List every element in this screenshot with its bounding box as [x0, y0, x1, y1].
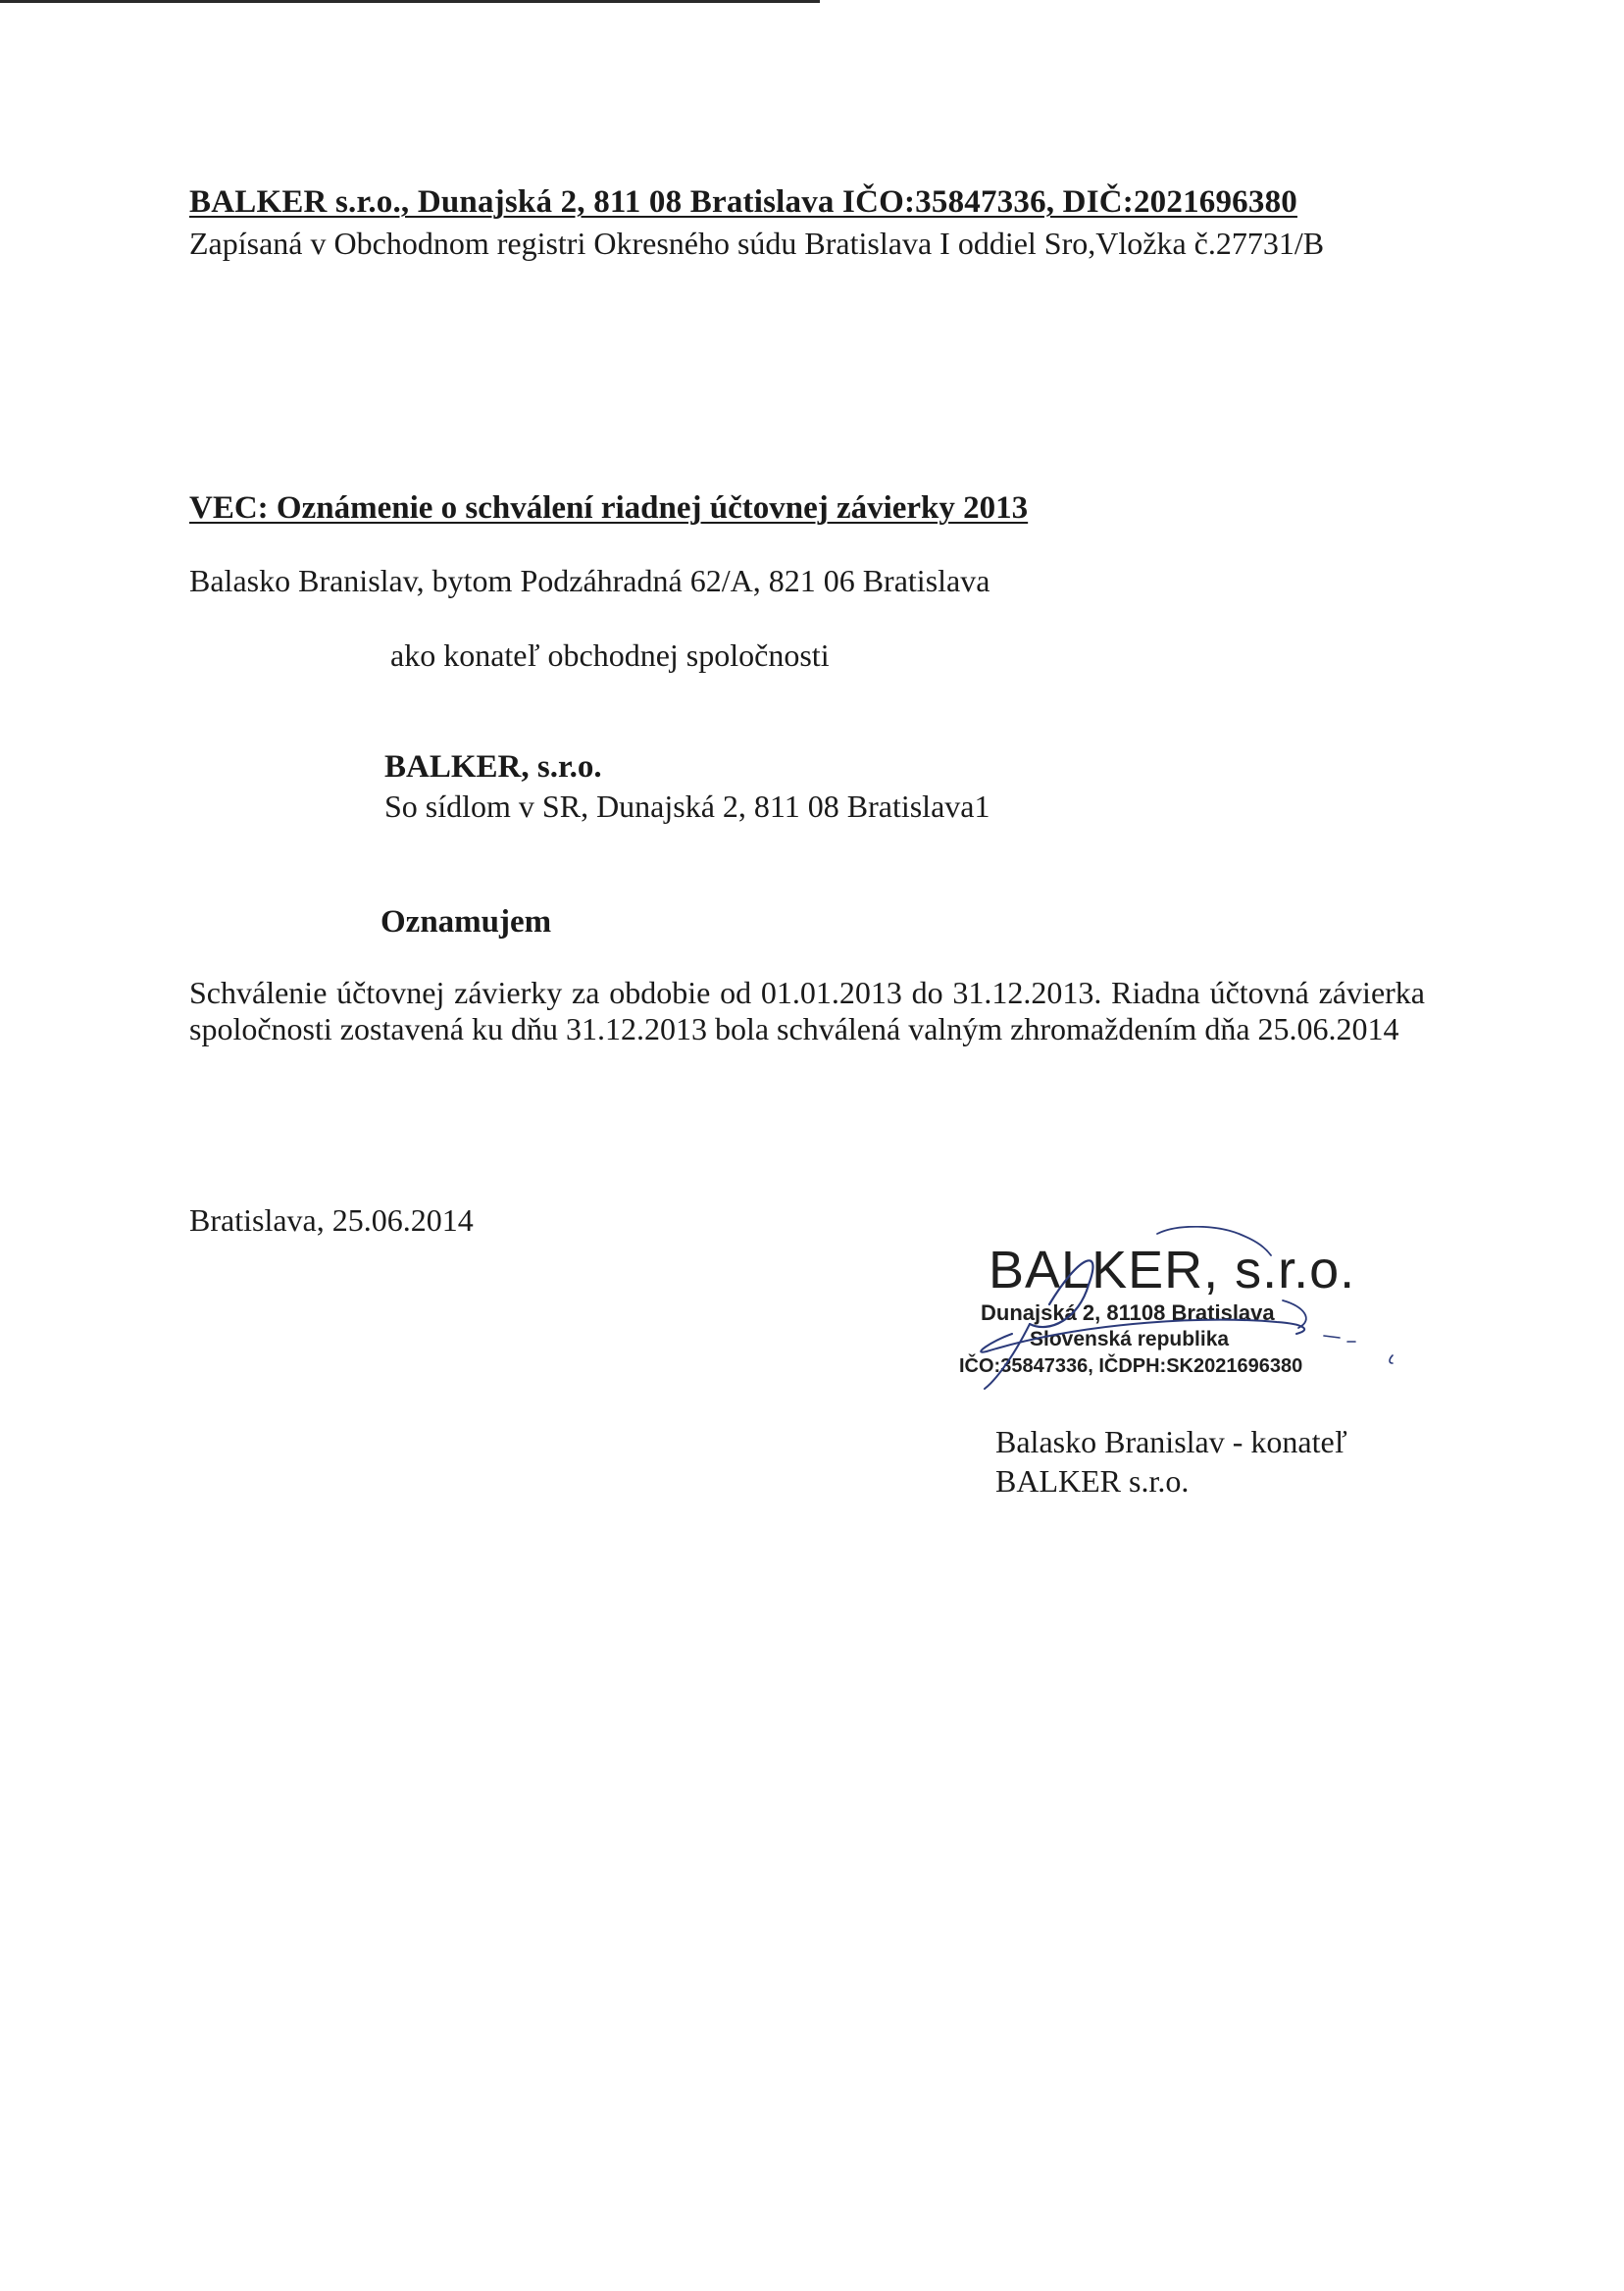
- stamp-country: Slovenská republika: [1030, 1328, 1230, 1350]
- subject-line: VEC: Oznámenie o schválení riadnej účtovnej závierky 2013: [189, 490, 1029, 526]
- company-address: So sídlom v SR, Dunajská 2, 811 08 Bratislava1: [384, 789, 990, 824]
- body-paragraph: Schválenie účtovnej závierky za obdobie od 01.01.2013 do 31.12.2013. Riadna účtovná závierka spoločnosti zostavená ku dňu 31.12.2013 bola schválená valným zhromaždením dňa 25.06.2014: [189, 975, 1425, 1046]
- announcement-heading: Oznamujem: [381, 904, 552, 940]
- stamp-ids: IČO:35847336, IČDPH:SK2021696380: [959, 1355, 1303, 1377]
- company-stamp: [932, 1226, 1402, 1402]
- letterhead-company-line: BALKER s.r.o., Dunajská 2, 811 08 Bratislava IČO:35847336, DIČ:2021696380: [189, 184, 1297, 220]
- handwritten-signature: [932, 1226, 1402, 1402]
- place-date: Bratislava, 25.06.2014: [189, 1202, 474, 1238]
- sender-line: Balasko Branislav, bytom Podzáhradná 62/A, 821 06 Bratislava: [189, 563, 990, 598]
- company-name: BALKER, s.r.o.: [384, 749, 602, 785]
- stamp-address: Dunajská 2, 81108 Bratislava: [981, 1300, 1275, 1325]
- scan-edge-line: [0, 0, 820, 3]
- letterhead-registry-line: Zapísaná v Obchodnom registri Okresného súdu Bratislava I oddiel Sro,Vložka č.27731/B: [189, 226, 1325, 261]
- stamp-title: BALKER, s.r.o.: [989, 1241, 1356, 1299]
- signatory-company: BALKER s.r.o.: [995, 1463, 1190, 1499]
- signatory-name: Balasko Branislav - konateľ: [995, 1424, 1347, 1459]
- role-line: ako konateľ obchodnej spoločnosti: [390, 637, 830, 673]
